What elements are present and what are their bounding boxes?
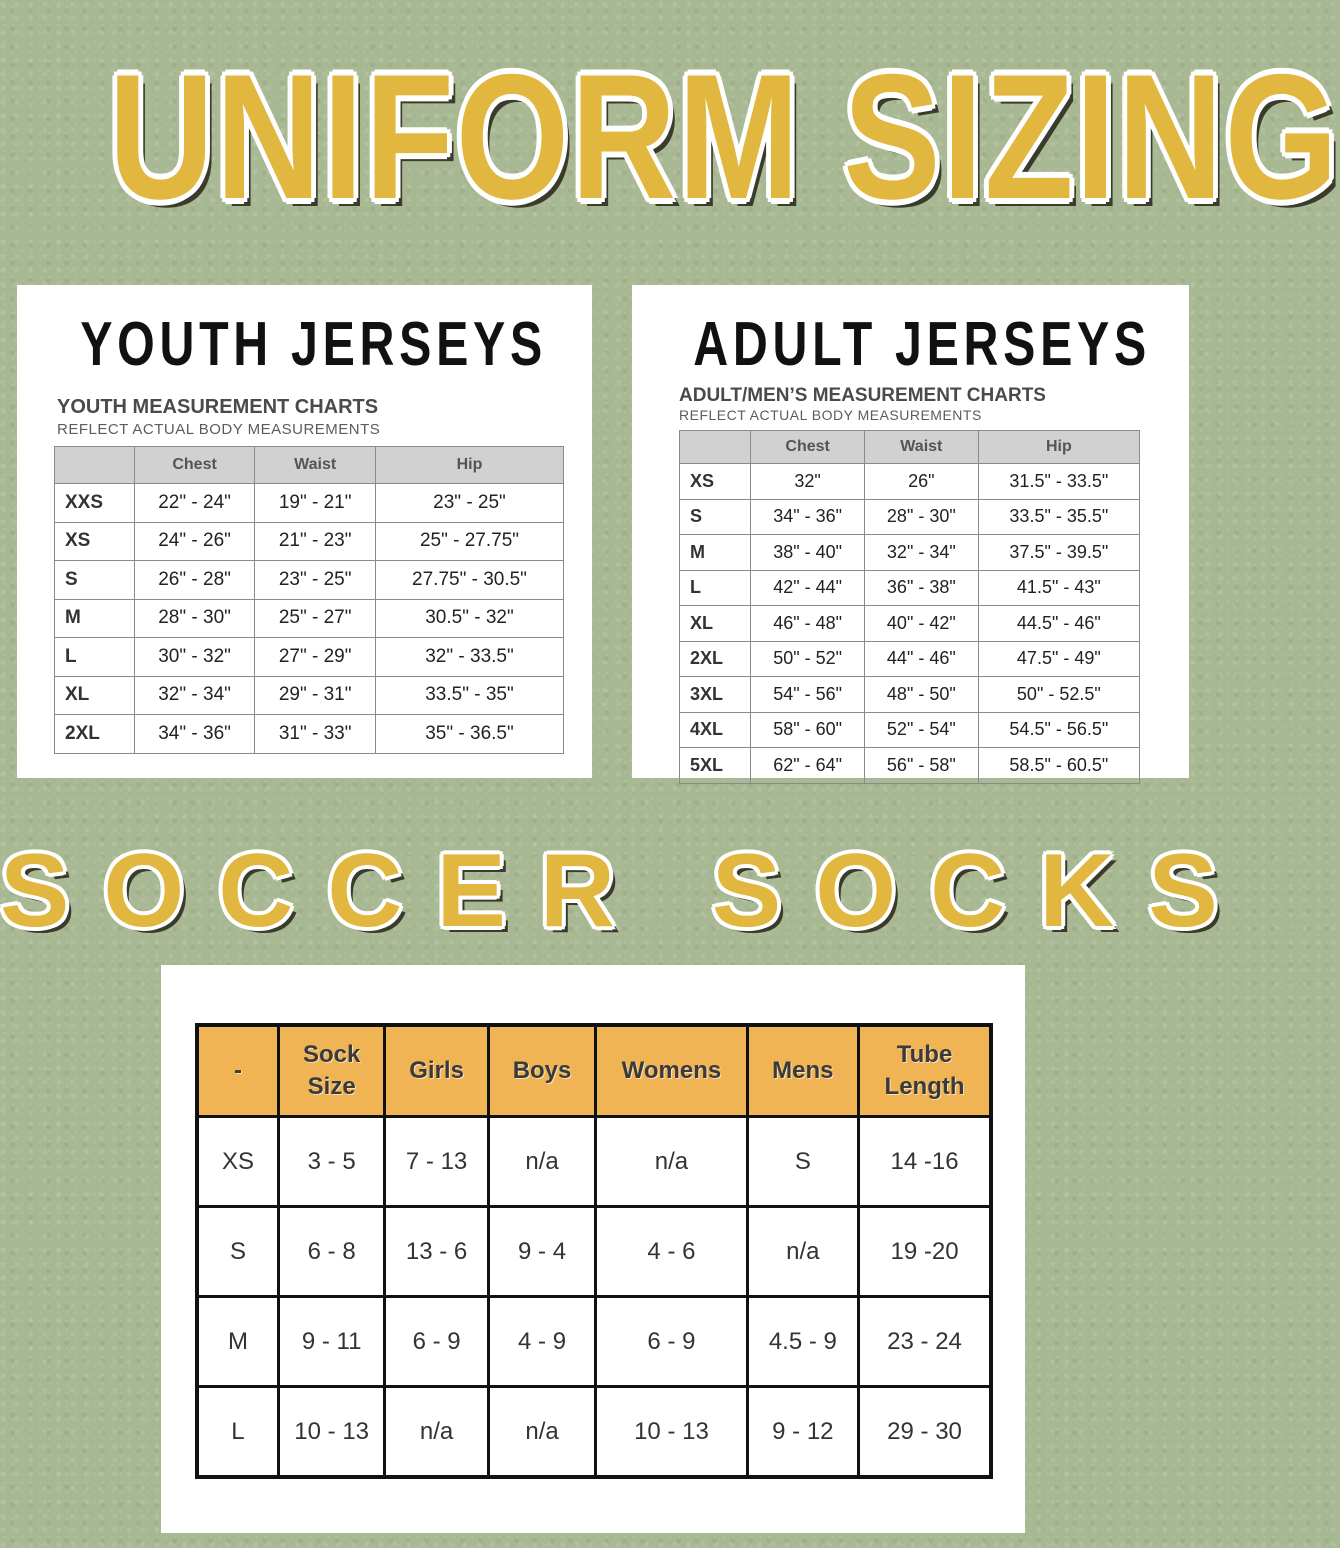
- table-row: [680, 641, 1140, 677]
- adult-cell: 40" - 42": [864, 606, 978, 642]
- adult-header-cell: [680, 431, 751, 464]
- adult-cell: 31.5" - 33.5": [978, 464, 1139, 500]
- table-row: [55, 561, 564, 600]
- socks-cell: n/a: [747, 1207, 858, 1297]
- socks-cell: 4.5 - 9: [747, 1297, 858, 1387]
- youth-cell: 24" - 26": [134, 522, 255, 561]
- socks-cell: 7 - 13: [385, 1117, 488, 1207]
- socks-cell: n/a: [488, 1117, 595, 1207]
- socks-cell: 6 - 8: [278, 1207, 384, 1297]
- adult-cell: 44.5" - 46": [978, 606, 1139, 642]
- table-row: [55, 676, 564, 715]
- adult-size-label: M: [680, 535, 751, 571]
- youth-size-table: [54, 446, 564, 754]
- youth-size-label: 2XL: [55, 715, 135, 754]
- socks-cell: 29 - 30: [859, 1387, 991, 1478]
- socks-header-cell: -: [197, 1025, 278, 1117]
- youth-cell: 22" - 24": [134, 484, 255, 523]
- adult-cell: 41.5" - 43": [978, 570, 1139, 606]
- adult-cell: 37.5" - 39.5": [978, 535, 1139, 571]
- table-row: [680, 535, 1140, 571]
- adult-size-label: 3XL: [680, 677, 751, 713]
- socks-cell: 3 - 5: [278, 1117, 384, 1207]
- adult-cell: 52" - 54": [864, 712, 978, 748]
- adult-chart-subheading: REFLECT ACTUAL BODY MEASUREMENTS: [679, 407, 982, 423]
- adult-size-label: XL: [680, 606, 751, 642]
- adult-cell: 56" - 58": [864, 748, 978, 784]
- table-row: [197, 1297, 991, 1387]
- youth-cell: 31" - 33": [255, 715, 376, 754]
- youth-cell: 23" - 25": [255, 561, 376, 600]
- adult-cell: 48" - 50": [864, 677, 978, 713]
- adult-cell: 47.5" - 49": [978, 641, 1139, 677]
- adult-header-cell: Waist: [864, 431, 978, 464]
- youth-header-cell: Waist: [255, 447, 376, 484]
- socks-cell: 9 - 12: [747, 1387, 858, 1478]
- adult-cell: 28" - 30": [864, 499, 978, 535]
- youth-header-cell: Chest: [134, 447, 255, 484]
- socks-size-label: L: [197, 1387, 278, 1478]
- youth-table-body: [55, 484, 564, 754]
- adult-cell: 26": [864, 464, 978, 500]
- adult-size-label: 5XL: [680, 748, 751, 784]
- youth-cell: 23" - 25": [375, 484, 563, 523]
- youth-cell: 30" - 32": [134, 638, 255, 677]
- socks-cell: n/a: [385, 1387, 488, 1478]
- adult-size-label: S: [680, 499, 751, 535]
- socks-cell: 10 - 13: [278, 1387, 384, 1478]
- youth-cell: 34" - 36": [134, 715, 255, 754]
- youth-header-cell: [55, 447, 135, 484]
- socks-header-cell: Womens: [596, 1025, 747, 1117]
- youth-cell: 28" - 30": [134, 599, 255, 638]
- table-row: [197, 1117, 991, 1207]
- adult-table-body: [680, 464, 1140, 784]
- youth-cell: 27" - 29": [255, 638, 376, 677]
- socks-cell: S: [747, 1117, 858, 1207]
- table-row: [680, 499, 1140, 535]
- socks-cell: 10 - 13: [596, 1387, 747, 1478]
- socks-size-label: XS: [197, 1117, 278, 1207]
- table-row: [55, 484, 564, 523]
- youth-cell: 27.75" - 30.5": [375, 561, 563, 600]
- table-row: [55, 638, 564, 677]
- socks-size-label: S: [197, 1207, 278, 1297]
- adult-size-label: 2XL: [680, 641, 751, 677]
- table-row: [55, 522, 564, 561]
- adult-cell: 33.5" - 35.5": [978, 499, 1139, 535]
- adult-size-label: 4XL: [680, 712, 751, 748]
- table-row: [197, 1387, 991, 1478]
- adult-cell: 44" - 46": [864, 641, 978, 677]
- socks-cell: 4 - 9: [488, 1297, 595, 1387]
- socks-cell: 6 - 9: [385, 1297, 488, 1387]
- youth-size-label: XS: [55, 522, 135, 561]
- youth-cell: 30.5" - 32": [375, 599, 563, 638]
- adult-cell: 54.5" - 56.5": [978, 712, 1139, 748]
- table-row: [55, 715, 564, 754]
- youth-cell: 26" - 28": [134, 561, 255, 600]
- youth-jerseys-card: [17, 285, 592, 778]
- table-row: [680, 677, 1140, 713]
- table-row: [680, 712, 1140, 748]
- youth-size-label: S: [55, 561, 135, 600]
- socks-cell: 6 - 9: [596, 1297, 747, 1387]
- table-row: [55, 599, 564, 638]
- adult-cell: 38" - 40": [751, 535, 865, 571]
- youth-chart-heading: YOUTH MEASUREMENT CHARTS: [57, 396, 379, 418]
- socks-cell: 9 - 11: [278, 1297, 384, 1387]
- adult-cell: 32" - 34": [864, 535, 978, 571]
- adult-header-cell: Hip: [978, 431, 1139, 464]
- youth-cell: 32" - 33.5": [375, 638, 563, 677]
- socks-cell: 14 -16: [859, 1117, 991, 1207]
- table-row: [197, 1207, 991, 1297]
- youth-chart-subheading: REFLECT ACTUAL BODY MEASUREMENTS: [57, 421, 381, 438]
- socks-cell: 19 -20: [859, 1207, 991, 1297]
- adult-cell: 50" - 52.5": [978, 677, 1139, 713]
- adult-cell: 50" - 52": [751, 641, 865, 677]
- socks-table-header-row: [197, 1025, 991, 1117]
- adult-jerseys-card: [632, 285, 1189, 778]
- youth-size-label: M: [55, 599, 135, 638]
- page-title: UNIFORM SIZING: [108, 37, 1340, 236]
- adult-table-header-row: [680, 431, 1140, 464]
- socks-cell: 9 - 4: [488, 1207, 595, 1297]
- soccer-socks-title: SOCCER SOCKS: [0, 833, 1252, 949]
- youth-cell: 29" - 31": [255, 676, 376, 715]
- socks-header-cell: Boys: [488, 1025, 595, 1117]
- table-row: [680, 464, 1140, 500]
- youth-cell: 25" - 27.75": [375, 522, 563, 561]
- youth-size-label: XL: [55, 676, 135, 715]
- socks-cell: 13 - 6: [385, 1207, 488, 1297]
- adult-size-label: XS: [680, 464, 751, 500]
- adult-cell: 54" - 56": [751, 677, 865, 713]
- youth-cell: 21" - 23": [255, 522, 376, 561]
- adult-cell: 42" - 44": [751, 570, 865, 606]
- table-row: [680, 748, 1140, 784]
- youth-cell: 33.5" - 35": [375, 676, 563, 715]
- socks-size-table: [195, 1023, 993, 1479]
- adult-header-cell: Chest: [751, 431, 865, 464]
- socks-header-cell: Mens: [747, 1025, 858, 1117]
- soccer-socks-card: [161, 965, 1025, 1533]
- adult-cell: 58" - 60": [751, 712, 865, 748]
- youth-cell: 19" - 21": [255, 484, 376, 523]
- adult-cell: 34" - 36": [751, 499, 865, 535]
- youth-cell: 35" - 36.5": [375, 715, 563, 754]
- adult-cell: 36" - 38": [864, 570, 978, 606]
- youth-header-cell: Hip: [375, 447, 563, 484]
- socks-cell: 4 - 6: [596, 1207, 747, 1297]
- youth-card-title: YOUTH JERSEYS: [80, 310, 547, 379]
- socks-header-cell: Girls: [385, 1025, 488, 1117]
- adult-cell: 46" - 48": [751, 606, 865, 642]
- youth-cell: 25" - 27": [255, 599, 376, 638]
- socks-size-label: M: [197, 1297, 278, 1387]
- table-row: [680, 570, 1140, 606]
- socks-cell: n/a: [488, 1387, 595, 1478]
- youth-cell: 32" - 34": [134, 676, 255, 715]
- adult-cell: 32": [751, 464, 865, 500]
- socks-table-body: [197, 1117, 991, 1478]
- adult-cell: 58.5" - 60.5": [978, 748, 1139, 784]
- socks-cell: 23 - 24: [859, 1297, 991, 1387]
- table-row: [680, 606, 1140, 642]
- adult-size-label: L: [680, 570, 751, 606]
- adult-cell: 62" - 64": [751, 748, 865, 784]
- youth-size-label: L: [55, 638, 135, 677]
- youth-table-header-row: [55, 447, 564, 484]
- adult-card-title: ADULT JERSEYS: [693, 310, 1151, 379]
- socks-header-cell: Sock Size: [278, 1025, 384, 1117]
- adult-size-table: [679, 430, 1140, 784]
- adult-chart-heading: ADULT/MEN’S MEASUREMENT CHARTS: [679, 385, 1046, 406]
- youth-size-label: XXS: [55, 484, 135, 523]
- socks-cell: n/a: [596, 1117, 747, 1207]
- socks-header-cell: Tube Length: [859, 1025, 991, 1117]
